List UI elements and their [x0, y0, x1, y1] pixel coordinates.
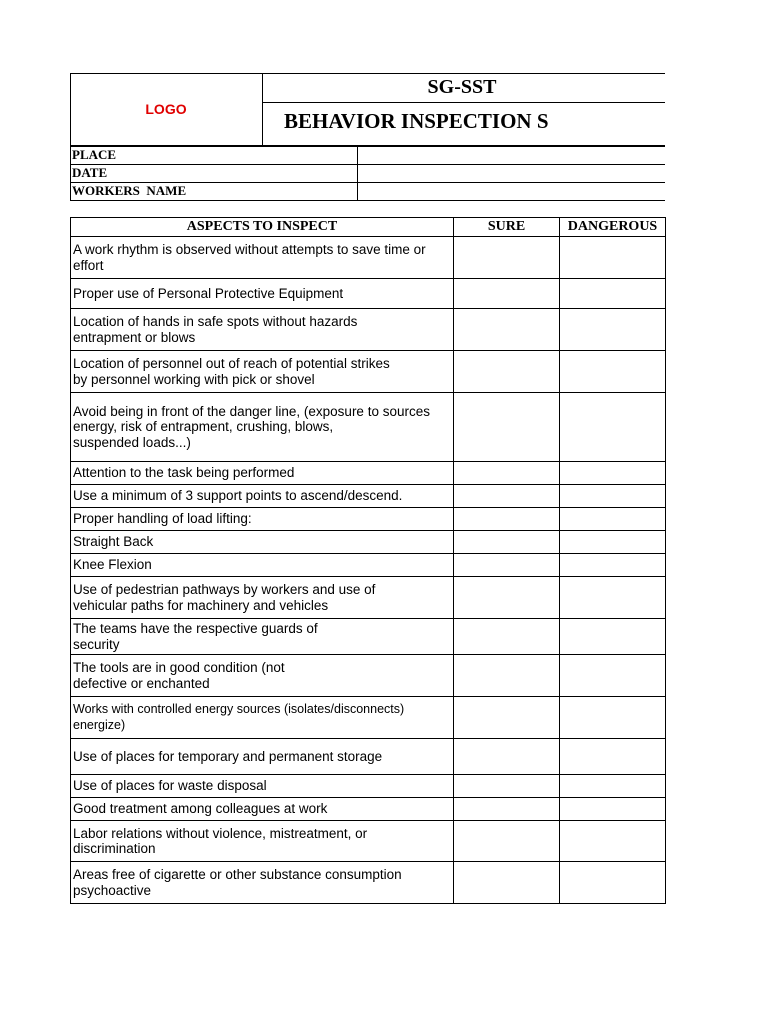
date-field[interactable]	[360, 165, 663, 182]
org-code: SG-SST	[427, 76, 497, 98]
workers-name-field[interactable]	[360, 183, 663, 200]
dangerous-cell[interactable]	[560, 619, 666, 655]
aspect-cell: Use of places for temporary and permanent storage	[71, 739, 454, 775]
sure-cell[interactable]	[454, 655, 560, 697]
info-fields	[70, 146, 665, 201]
table-row	[71, 485, 666, 508]
dangerous-cell[interactable]	[560, 279, 666, 309]
sure-cell[interactable]	[454, 393, 560, 462]
column-header-aspects: ASPECTS TO INSPECT	[71, 218, 454, 237]
table-row	[71, 697, 666, 739]
table-row	[71, 577, 666, 619]
dangerous-cell[interactable]	[560, 309, 666, 351]
aspect-cell: Location of personnel out of reach of potential strikes by personnel working with pick or shovel	[71, 351, 454, 393]
table-row	[71, 237, 666, 279]
sure-cell[interactable]	[454, 309, 560, 351]
table-row	[71, 655, 666, 697]
table-row	[71, 393, 666, 462]
table-row	[71, 279, 666, 309]
aspect-cell: Avoid being in front of the danger line, (exposure to sources energy, risk of entrapment, crushing, blows, suspended loads...)	[71, 393, 454, 462]
table-row	[71, 462, 666, 485]
dangerous-cell[interactable]	[560, 577, 666, 619]
sure-cell[interactable]	[454, 739, 560, 775]
aspect-cell: Attention to the task being performed	[71, 462, 454, 485]
aspect-cell: Good treatment among colleagues at work	[71, 798, 454, 821]
table-row	[71, 862, 666, 904]
dangerous-cell[interactable]	[560, 485, 666, 508]
dangerous-cell[interactable]	[560, 554, 666, 577]
table-row	[71, 739, 666, 775]
dangerous-cell[interactable]	[560, 739, 666, 775]
table-row	[71, 619, 666, 655]
table-row	[71, 798, 666, 821]
column-header-dangerous: DANGEROUS	[560, 218, 666, 237]
dangerous-cell[interactable]	[560, 697, 666, 739]
dangerous-cell[interactable]	[560, 531, 666, 554]
aspect-cell: Proper handling of load lifting:	[71, 508, 454, 531]
aspect-cell: Straight Back	[71, 531, 454, 554]
sure-cell[interactable]	[454, 485, 560, 508]
form-title: BEHAVIOR INSPECTION S	[284, 109, 549, 133]
aspect-cell: Location of hands in safe spots without hazards entrapment or blows	[71, 309, 454, 351]
aspect-cell: Proper use of Personal Protective Equipment	[71, 279, 454, 309]
table-row	[71, 309, 666, 351]
table-header-row	[71, 218, 666, 237]
sure-cell[interactable]	[454, 619, 560, 655]
table-row	[71, 531, 666, 554]
dangerous-cell[interactable]	[560, 462, 666, 485]
dangerous-cell[interactable]	[560, 775, 666, 798]
table-row	[71, 554, 666, 577]
dangerous-cell[interactable]	[560, 821, 666, 862]
aspect-cell: The teams have the respective guards of security	[71, 619, 454, 655]
column-header-sure: SURE	[454, 218, 560, 237]
sure-cell[interactable]	[454, 279, 560, 309]
sure-cell[interactable]	[454, 531, 560, 554]
sure-cell[interactable]	[454, 821, 560, 862]
sure-cell[interactable]	[454, 554, 560, 577]
sure-cell[interactable]	[454, 508, 560, 531]
form-header	[70, 73, 665, 145]
sure-cell[interactable]	[454, 577, 560, 619]
aspect-cell: Knee Flexion	[71, 554, 454, 577]
sure-cell[interactable]	[454, 798, 560, 821]
sure-cell[interactable]	[454, 237, 560, 279]
table-row	[71, 351, 666, 393]
dangerous-cell[interactable]	[560, 393, 666, 462]
place-field[interactable]	[360, 147, 663, 164]
aspect-cell: Areas free of cigarette or other substance consumption psychoactive	[71, 862, 454, 904]
workers-name-label: WORKERS NAME	[72, 183, 187, 198]
dangerous-cell[interactable]	[560, 798, 666, 821]
sure-cell[interactable]	[454, 462, 560, 485]
aspect-cell: Use of places for waste disposal	[71, 775, 454, 798]
aspect-cell: The tools are in good condition (not defective or enchanted	[71, 655, 454, 697]
aspect-cell: A work rhythm is observed without attempts to save time or effort	[71, 237, 454, 279]
aspect-cell: Use of pedestrian pathways by workers and use of vehicular paths for machinery and vehicles	[71, 577, 454, 619]
sure-cell[interactable]	[454, 775, 560, 798]
dangerous-cell[interactable]	[560, 351, 666, 393]
aspect-cell: Works with controlled energy sources (isolates/disconnects) energize)	[71, 697, 454, 739]
table-row	[71, 775, 666, 798]
aspect-cell: Use a minimum of 3 support points to ascend/descend.	[71, 485, 454, 508]
logo-placeholder: LOGO	[145, 101, 187, 117]
table-row	[71, 508, 666, 531]
dangerous-cell[interactable]	[560, 237, 666, 279]
date-label: DATE	[72, 165, 108, 180]
dangerous-cell[interactable]	[560, 508, 666, 531]
sure-cell[interactable]	[454, 697, 560, 739]
dangerous-cell[interactable]	[560, 862, 666, 904]
place-label: PLACE	[72, 147, 117, 162]
sure-cell[interactable]	[454, 862, 560, 904]
dangerous-cell[interactable]	[560, 655, 666, 697]
aspect-cell: Labor relations without violence, mistreatment, or discrimination	[71, 821, 454, 862]
table-row	[71, 821, 666, 862]
inspection-checklist-table	[70, 217, 666, 904]
sure-cell[interactable]	[454, 351, 560, 393]
